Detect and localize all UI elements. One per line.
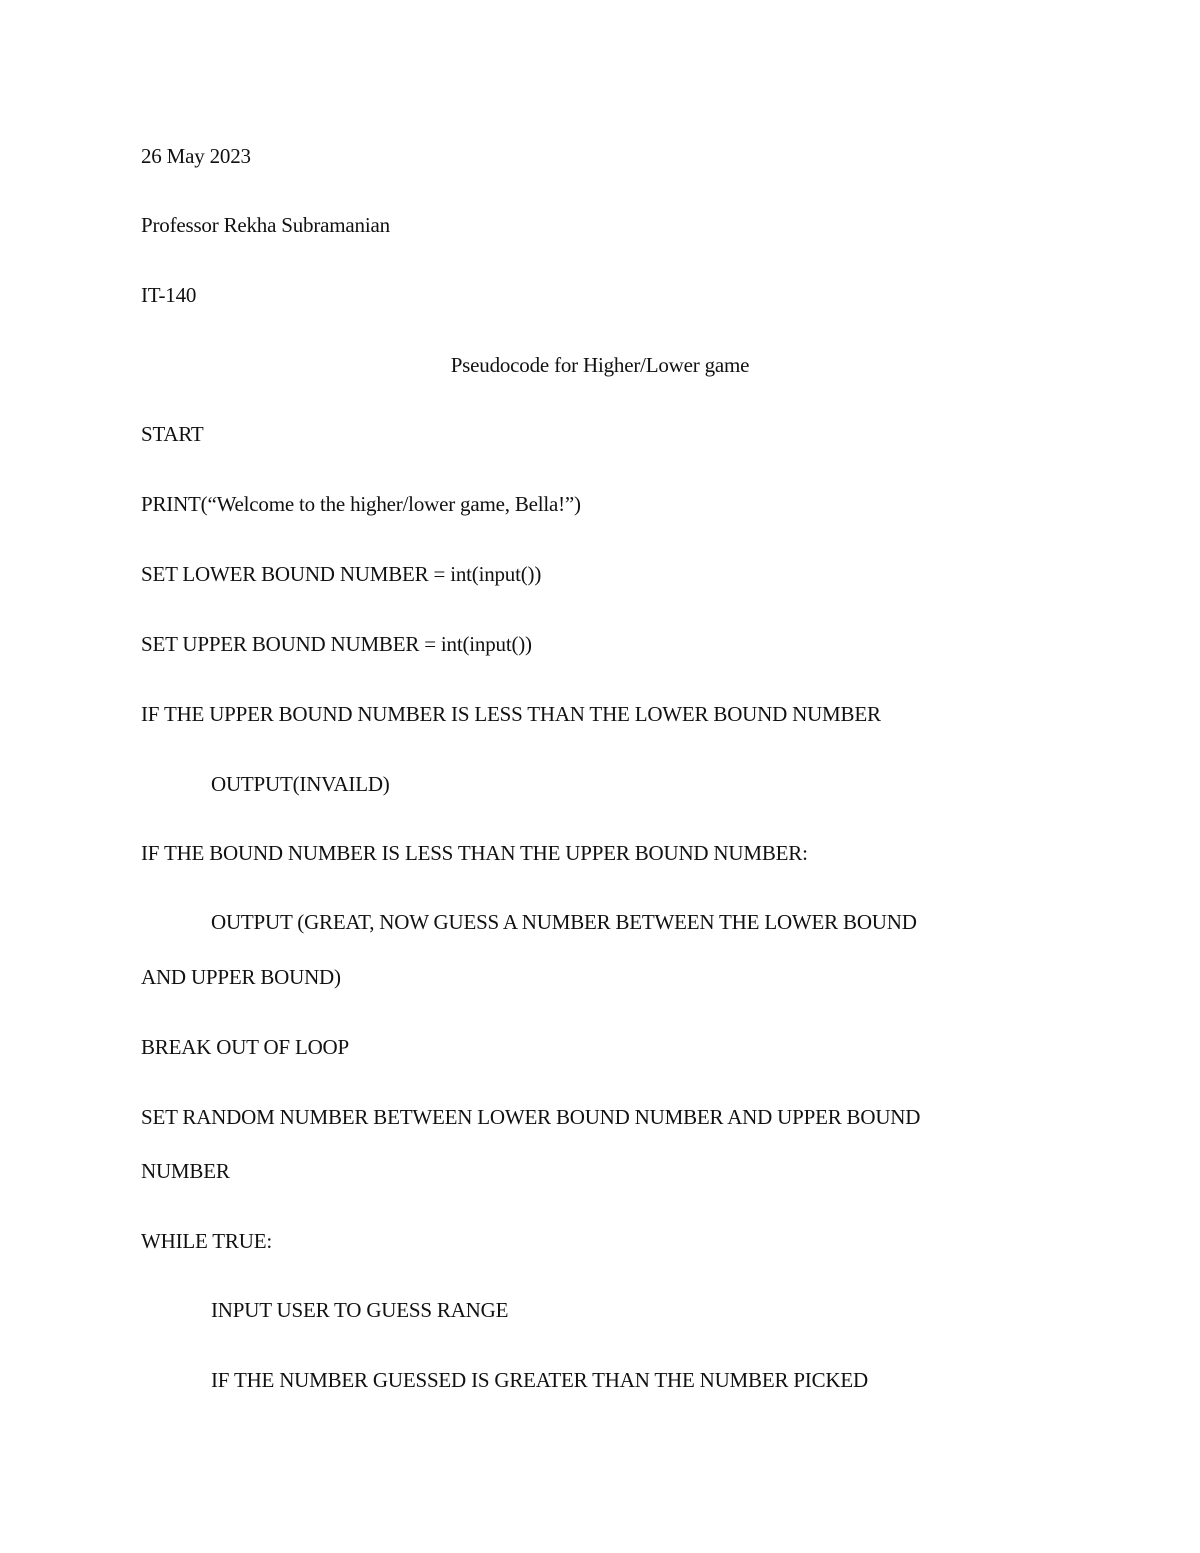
- pseudocode-line: SET LOWER BOUND NUMBER = int(input()): [141, 562, 542, 586]
- pseudocode-line: AND UPPER BOUND): [141, 965, 341, 989]
- pseudocode-line: WHILE TRUE:: [141, 1229, 272, 1253]
- pseudocode-line: OUTPUT (GREAT, NOW GUESS A NUMBER BETWEEN THE LOWER BOUND: [211, 910, 917, 934]
- pseudocode-line: START: [141, 422, 204, 446]
- pseudocode-line: OUTPUT(INVAILD): [211, 772, 390, 796]
- date-line: 26 May 2023: [141, 144, 251, 168]
- pseudocode-line: SET UPPER BOUND NUMBER = int(input()): [141, 632, 532, 656]
- pseudocode-line: IF THE BOUND NUMBER IS LESS THAN THE UPPER BOUND NUMBER:: [141, 841, 808, 865]
- pseudocode-line: PRINT(“Welcome to the higher/lower game, Bella!”): [141, 492, 581, 516]
- pseudocode-line: INPUT USER TO GUESS RANGE: [211, 1298, 509, 1322]
- pseudocode-line: BREAK OUT OF LOOP: [141, 1035, 349, 1059]
- document-title: Pseudocode for Higher/Lower game: [450, 353, 750, 377]
- pseudocode-line: NUMBER: [141, 1159, 230, 1183]
- pseudocode-line: SET RANDOM NUMBER BETWEEN LOWER BOUND NUMBER AND UPPER BOUND: [141, 1105, 921, 1129]
- professor-line: Professor Rekha Subramanian: [141, 213, 390, 237]
- course-line: IT-140: [141, 283, 197, 307]
- pseudocode-line: IF THE NUMBER GUESSED IS GREATER THAN THE NUMBER PICKED: [211, 1368, 868, 1392]
- pseudocode-line: IF THE UPPER BOUND NUMBER IS LESS THAN THE LOWER BOUND NUMBER: [141, 702, 881, 726]
